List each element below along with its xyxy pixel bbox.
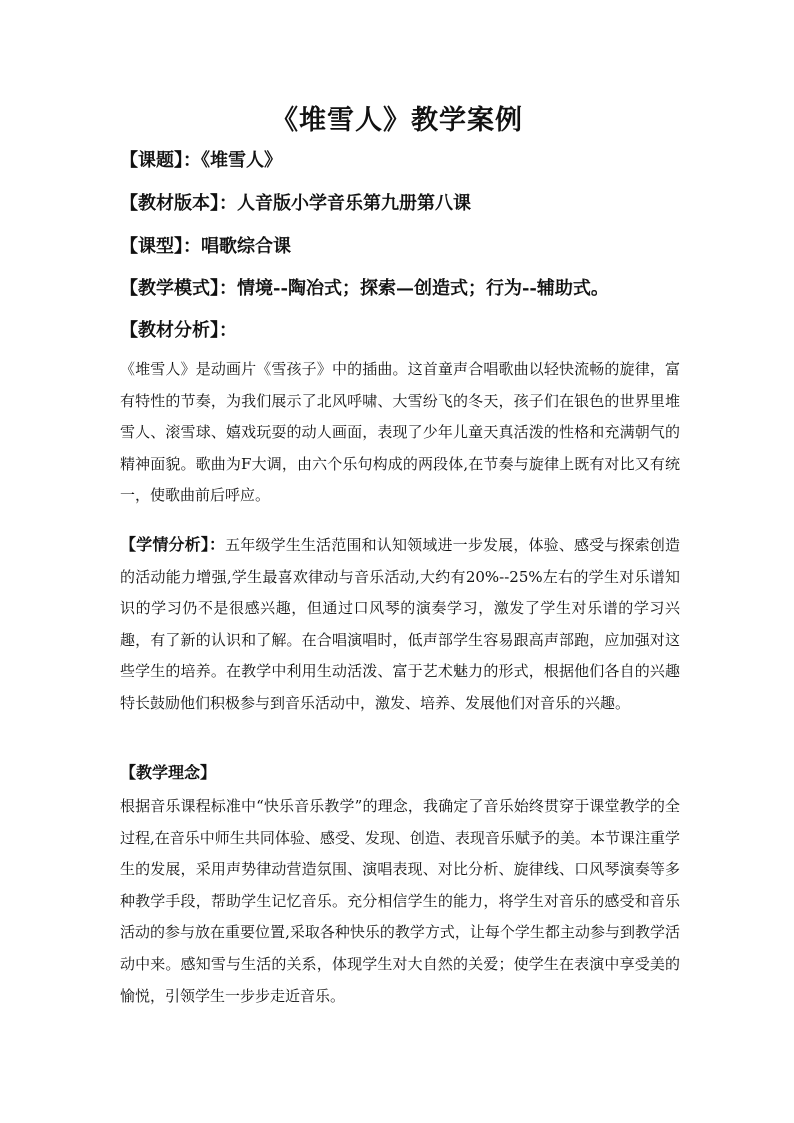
field-value: 人音版小学音乐第九册第八课 (237, 193, 471, 214)
field-value: 情境--陶冶式；探索—创造式；行为--辅助式。 (237, 278, 609, 299)
field-topic (120, 146, 720, 172)
document-title: 《堆雪人》教学案例 (271, 105, 523, 136)
field-material-analysis (120, 316, 720, 342)
field-label: 【教材版本】： (120, 193, 237, 214)
field-label: 【课题】： (120, 150, 201, 171)
teaching-philosophy-text: 根据音乐课程标准中“快乐音乐教学”的理念，我确定了音乐始终贯穿于课堂教学的全过程,在音乐中师生共同体验、感受、发现、创造、表现音乐赋予的美。本节课注重学生的发展，采用声势律动营造氛围、演唱表现、对比分析、旋律线、口风琴演奏等多种教学手段，帮助学生记忆音乐。充分相信学生的能力，将学生对音乐的感受和音乐活动的参与放在重要位置,采取各种快乐的教学方式，让每个学生都主动参与到教学活动中来。感知雪与生活的关系，体现学生对大自然的关爱；使学生在表演中享受美的愉悦，引领学生一步步走近音乐。 (120, 797, 680, 1005)
teaching-philosophy-heading: 【教学理念】 (120, 763, 217, 782)
student-analysis-section (120, 529, 680, 720)
field-label: 【教学模式】： (120, 278, 237, 299)
student-analysis-text: 五年级学生生活范围和认知领域进一步发展，体验、感受与探索创造的活动能力增强,学生最喜欢律动与音乐活动,大约有20%--25%左右的学生对乐谱知识的学习仍不是很感兴趣，但通过口风琴的演奏学习，激发了学生对乐谱的学习兴趣，有了新的认识和了解。在合唱演唱时，低声部学生容易跟高声部跑，应加强对这些学生的培养。在教学中利用生动活泼、富于艺术魅力的形式，根据他们各自的兴趣特长鼓励他们积极参与到音乐活动中，激发、培养、发展他们对音乐的兴趣。 (120, 536, 680, 712)
field-value: 唱歌综合课 (201, 236, 291, 257)
field-label: 【课型】： (120, 236, 201, 257)
field-lesson-type (120, 232, 720, 258)
field-value: 《堆雪人》 (201, 150, 282, 171)
field-edition (120, 189, 720, 215)
material-analysis-text: 《堆雪人》是动画片《雪孩子》中的插曲。这首童声合唱歌曲以轻快流畅的旋律，富有特性的节奏，为我们展示了北风呼啸、大雪纷飞的冬天，孩子们在银色的世界里堆雪人、滚雪球、嬉戏玩耍的动人画面，表现了少年儿童天真活泼的性格和充满朝气的精神面貌。歌曲为F大调，由六个乐句构成的两段体,在节奏与旋律上既有对比又有统一，使歌曲前后呼应。 (120, 360, 680, 505)
field-teaching-mode (120, 274, 720, 300)
student-analysis-label: 【学情分析】： (120, 535, 226, 554)
field-label: 【教材分析】： (120, 320, 237, 341)
